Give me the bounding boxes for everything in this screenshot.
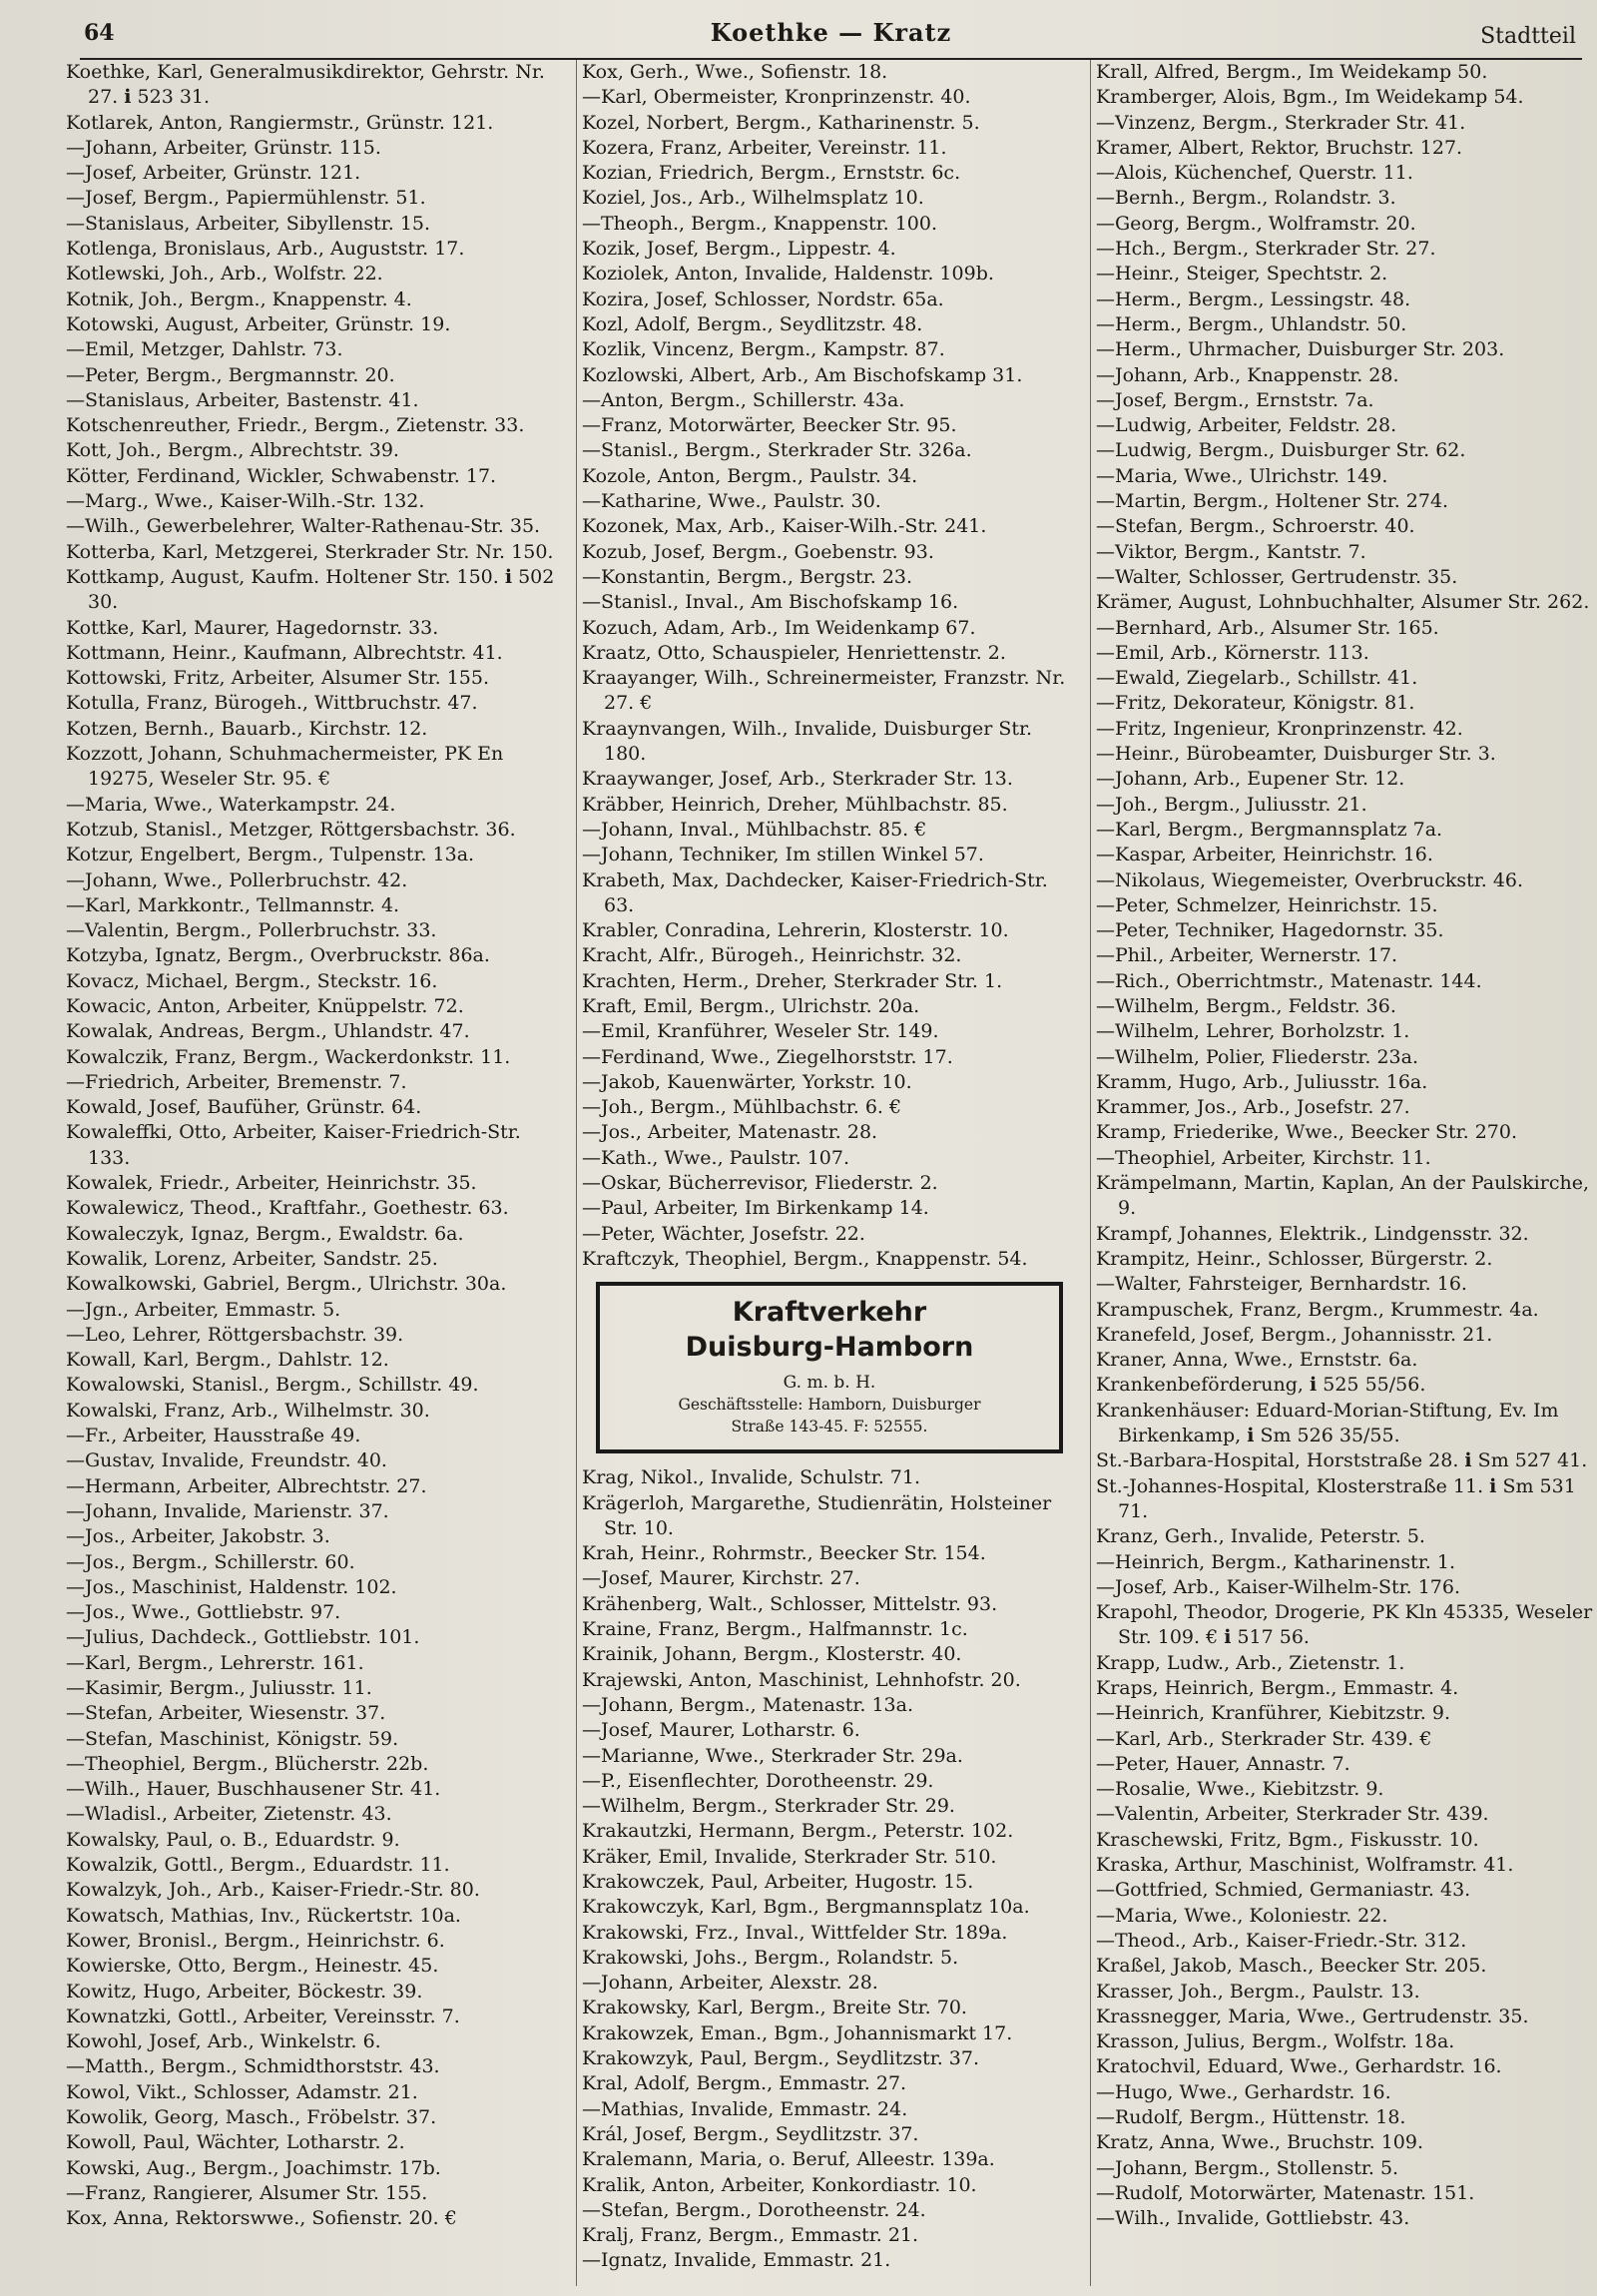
directory-entry: Krägerloh, Margarethe, Studienrätin, Holsteiner Str. 10. bbox=[582, 1491, 1052, 1539]
directory-entry: —Stanisl., Bergm., Sterkrader Str. 326a. bbox=[582, 439, 972, 462]
directory-entry: Kowatsch, Mathias, Inv., Rückertstr. 10a. bbox=[66, 1904, 461, 1927]
ad-legal-form: G. m. b. H. bbox=[783, 1373, 876, 1394]
directory-entry: Krall, Alfred, Bergm., Im Weidekamp 50. bbox=[1096, 61, 1488, 83]
directory-entry: —Marianne, Wwe., Sterkrader Str. 29a. bbox=[582, 1744, 963, 1767]
directory-entry: —Rosalie, Wwe., Kiebitzstr. 9. bbox=[1096, 1778, 1384, 1801]
directory-entry: Kovacz, Michael, Bergm., Steckstr. 16. bbox=[66, 969, 438, 992]
directory-entry: Kralj, Franz, Bergm., Emmastr. 21. bbox=[582, 2224, 919, 2247]
directory-entry: —Alois, Küchenchef, Querstr. 11. bbox=[1096, 162, 1413, 185]
directory-entry: —Stefan, Bergm., Schroerstr. 40. bbox=[1096, 515, 1415, 538]
directory-entry: —Jos., Arbeiter, Matenastr. 28. bbox=[582, 1121, 878, 1144]
directory-entry: Kowalak, Andreas, Bergm., Uhlandstr. 47. bbox=[66, 1020, 470, 1043]
directory-entry: Kraftczyk, Theophiel, Bergm., Knappenstr. 54. bbox=[582, 1247, 1028, 1270]
directory-entry: Kowierske, Otto, Bergm., Heinestr. 45. bbox=[66, 1955, 439, 1978]
directory-entry: Kottowski, Fritz, Arbeiter, Alsumer Str. 155. bbox=[66, 667, 490, 690]
directory-entry: —Wilh., Gewerbelehrer, Walter-Rathenau-Str. 35. bbox=[66, 515, 541, 538]
directory-entry: —Johann, Wwe., Pollerbruchstr. 42. bbox=[66, 868, 408, 891]
directory-entry: Krapohl, Theodor, Drogerie, PK Kln 45335, Weseler Str. 109. € ℹ 517 56. bbox=[1096, 1601, 1593, 1649]
directory-entry: Kox, Anna, Rektorswwe., Sofienstr. 20. € bbox=[66, 2207, 457, 2230]
directory-entry: Kral, Adolf, Bergm., Emmastr. 27. bbox=[582, 2072, 907, 2095]
directory-entry: Kötter, Ferdinand, Wickler, Schwabenstr. 17. bbox=[66, 464, 497, 487]
directory-entry: Král, Josef, Bergm., Seydlitzstr. 37. bbox=[582, 2122, 919, 2145]
directory-entry: Krasson, Julius, Bergm., Wolfstr. 18a. bbox=[1096, 2030, 1455, 2053]
directory-entry: Kowalski, Franz, Arb., Wilhelmstr. 30. bbox=[66, 1399, 430, 1422]
directory-entry: —Paul, Arbeiter, Im Birkenkamp 14. bbox=[582, 1197, 929, 1220]
directory-entry: Kraßel, Jakob, Masch., Beecker Str. 205. bbox=[1096, 1955, 1487, 1978]
directory-entry: —Jos., Maschinist, Haldenstr. 102. bbox=[66, 1575, 397, 1598]
directory-entry: Kotlarek, Anton, Rangiermstr., Grünstr. 121. bbox=[66, 111, 494, 134]
column-2-lower bbox=[582, 1465, 1071, 2274]
page-header bbox=[80, 14, 1582, 60]
directory-entry: —Katharine, Wwe., Paulstr. 30. bbox=[582, 490, 881, 513]
directory-entry: Kraps, Heinrich, Bergm., Emmastr. 4. bbox=[1096, 1677, 1459, 1699]
directory-entry: —Stanisl., Inval., Am Bischofskamp 16. bbox=[582, 591, 959, 614]
directory-entry: —Stanislaus, Arbeiter, Sibyllenstr. 15. bbox=[66, 212, 431, 235]
directory-entry: —Stefan, Maschinist, Königstr. 59. bbox=[66, 1727, 399, 1750]
directory-entry: —Peter, Bergm., Bergmannstr. 20. bbox=[66, 363, 395, 386]
directory-entry: —Kath., Wwe., Paulstr. 107. bbox=[582, 1146, 850, 1169]
directory-entry: —Fritz, Dekorateur, Königstr. 81. bbox=[1096, 692, 1415, 715]
directory-entry: Kozik, Josef, Bergm., Lippestr. 4. bbox=[582, 238, 896, 261]
directory-entry: —Ferdinand, Wwe., Ziegelhorststr. 17. bbox=[582, 1045, 953, 1068]
directory-entry: Kottke, Karl, Maurer, Hagedornstr. 33. bbox=[66, 616, 439, 639]
directory-entry: Kotnik, Joh., Bergm., Knappenstr. 4. bbox=[66, 287, 412, 310]
directory-column-1 bbox=[66, 60, 555, 2232]
directory-entry: —Johann, Arb., Eupener Str. 12. bbox=[1096, 768, 1405, 791]
directory-entry: Koziolek, Anton, Invalide, Haldenstr. 109b. bbox=[582, 263, 994, 286]
directory-entry: —Johann, Arb., Knappenstr. 28. bbox=[1096, 363, 1399, 386]
directory-entry: —Fritz, Ingenieur, Kronprinzenstr. 42. bbox=[1096, 717, 1463, 740]
directory-entry: Krakowsky, Karl, Bergm., Breite Str. 70. bbox=[582, 1997, 967, 2019]
directory-entry: Kozlowski, Albert, Arb., Am Bischofskamp 31. bbox=[582, 363, 1023, 386]
directory-entry: Kowalkowski, Gabriel, Bergm., Ulrichstr. 30a. bbox=[66, 1273, 507, 1296]
directory-entry: Kraatz, Otto, Schauspieler, Henriettenstr. 2. bbox=[582, 641, 1006, 664]
directory-entry: —Ewald, Ziegelarb., Schillstr. 41. bbox=[1096, 667, 1418, 690]
directory-entry: Krähenberg, Walt., Schlosser, Mittelstr. 93. bbox=[582, 1592, 998, 1615]
directory-entry: —Johann, Inval., Mühlbachstr. 85. € bbox=[582, 818, 927, 841]
directory-entry: —Joh., Bergm., Juliusstr. 21. bbox=[1096, 793, 1367, 816]
directory-entry: Kozole, Anton, Bergm., Paulstr. 34. bbox=[582, 464, 918, 487]
directory-entry: Krag, Nikol., Invalide, Schulstr. 71. bbox=[582, 1466, 921, 1489]
directory-entry: Kotterba, Karl, Metzgerei, Sterkrader Str. Nr. 150. bbox=[66, 540, 554, 563]
directory-entry: Kraaywanger, Josef, Arb., Sterkrader Str. 13. bbox=[582, 768, 1013, 791]
directory-entry: —Jakob, Kauenwärter, Yorkstr. 10. bbox=[582, 1070, 912, 1093]
directory-entry: Krassnegger, Maria, Wwe., Gertrudenstr. 35. bbox=[1096, 2005, 1529, 2027]
directory-entry: Kotzyba, Ignatz, Bergm., Overbruckstr. 86a. bbox=[66, 944, 490, 967]
directory-entry: —Josef, Arb., Kaiser-Wilhelm-Str. 176. bbox=[1096, 1575, 1460, 1598]
directory-entry: Krämer, August, Lohnbuchhalter, Alsumer Str. 262. bbox=[1096, 591, 1590, 614]
directory-entry: Kotzen, Bernh., Bauarb., Kirchstr. 12. bbox=[66, 717, 428, 740]
directory-entry: Kower, Bronisl., Bergm., Heinrichstr. 6. bbox=[66, 1929, 445, 1952]
directory-entry: Kraine, Franz, Bergm., Halfmannstr. 1c. bbox=[582, 1618, 968, 1641]
directory-entry: Kranz, Gerh., Invalide, Peterstr. 5. bbox=[1096, 1525, 1425, 1548]
directory-entry: Koethke, Karl, Generalmusikdirektor, Gehrstr. Nr. 27. ℹ 523 31. bbox=[66, 61, 545, 109]
directory-entry: —Valentin, Bergm., Pollerbruchstr. 33. bbox=[66, 919, 437, 942]
directory-entry: —P., Eisenflechter, Dorotheenstr. 29. bbox=[582, 1769, 934, 1792]
directory-entry: Krakowczyk, Karl, Bgm., Bergmannsplatz 10a. bbox=[582, 1896, 1030, 1919]
directory-entry: —Wilhelm, Bergm., Sterkrader Str. 29. bbox=[582, 1795, 955, 1818]
directory-entry: Kott, Joh., Bergm., Albrechtstr. 39. bbox=[66, 439, 399, 462]
directory-entry: —Wladisl., Arbeiter, Zietenstr. 43. bbox=[66, 1803, 392, 1826]
section-label: Stadtteil bbox=[1480, 24, 1576, 49]
directory-entry: —Gottfried, Schmied, Germaniastr. 43. bbox=[1096, 1879, 1471, 1902]
directory-entry: Kraschewski, Fritz, Bgm., Fiskusstr. 10. bbox=[1096, 1828, 1479, 1851]
directory-entry: Krakowski, Johs., Bergm., Rolandstr. 5. bbox=[582, 1946, 959, 1969]
directory-entry: Krampitz, Heinr., Schlosser, Bürgerstr. 2. bbox=[1096, 1247, 1493, 1270]
directory-entry: Kowohl, Josef, Arb., Winkelstr. 6. bbox=[66, 2030, 381, 2053]
directory-entry: —Johann, Arbeiter, Grünstr. 115. bbox=[66, 136, 381, 159]
directory-entry: Kräbber, Heinrich, Dreher, Mühlbachstr. 85. bbox=[582, 793, 1008, 816]
column-2-upper bbox=[582, 60, 1071, 1272]
directory-entry: Kottkamp, August, Kaufm. Holtener Str. 150. ℹ 502 30. bbox=[66, 565, 555, 614]
ad-title: Kraftverkehr bbox=[732, 1297, 927, 1329]
ad-company: Duisburg-Hamborn bbox=[685, 1332, 974, 1364]
directory-entry: Kowald, Josef, Baufüher, Grünstr. 64. bbox=[66, 1096, 422, 1119]
directory-entry: Kralik, Anton, Arbeiter, Konkordiastr. 10. bbox=[582, 2173, 977, 2196]
directory-entry: —Ludwig, Arbeiter, Feldstr. 28. bbox=[1096, 414, 1397, 437]
directory-entry: Kozlik, Vincenz, Bergm., Kampstr. 87. bbox=[582, 338, 945, 361]
directory-entry: Kowall, Karl, Bergm., Dahlstr. 12. bbox=[66, 1349, 389, 1372]
directory-entry: Kralemann, Maria, o. Beruf, Alleestr. 139a. bbox=[582, 2148, 995, 2171]
directory-entry: —Heinrich, Bergm., Katharinenstr. 1. bbox=[1096, 1550, 1456, 1573]
directory-entry: St.-Johannes-Hospital, Klosterstraße 11. ℹ Sm 531 71. bbox=[1096, 1474, 1576, 1522]
directory-entry: Kowol, Vikt., Schlosser, Adamstr. 21. bbox=[66, 2080, 418, 2103]
directory-entry: —Karl, Bergm., Lehrerstr. 161. bbox=[66, 1651, 364, 1674]
directory-entry: —Maria, Wwe., Koloniestr. 22. bbox=[1096, 1904, 1388, 1927]
directory-entry: —Leo, Lehrer, Röttgersbachstr. 39. bbox=[66, 1323, 404, 1346]
directory-entry: Kratz, Anna, Wwe., Bruchstr. 109. bbox=[1096, 2131, 1424, 2154]
directory-entry: —Kaspar, Arbeiter, Heinrichstr. 16. bbox=[1096, 844, 1433, 866]
directory-entry: Kowacic, Anton, Arbeiter, Knüppelstr. 72. bbox=[66, 994, 464, 1017]
directory-entry: Kotschenreuther, Friedr., Bergm., Zietenstr. 33. bbox=[66, 414, 525, 437]
directory-entry: —Johann, Invalide, Marienstr. 37. bbox=[66, 1499, 389, 1522]
directory-column-2 bbox=[582, 60, 1071, 2274]
directory-entry: Kox, Gerh., Wwe., Sofienstr. 18. bbox=[582, 61, 888, 83]
directory-entry: Kozonek, Max, Arb., Kaiser-Wilh.-Str. 241. bbox=[582, 515, 987, 538]
directory-entry: —Marg., Wwe., Kaiser-Wilh.-Str. 132. bbox=[66, 490, 425, 513]
directory-entry: —Mathias, Invalide, Emmastr. 24. bbox=[582, 2097, 908, 2120]
directory-entry: Krachten, Herm., Dreher, Sterkrader Str. 1. bbox=[582, 969, 1003, 992]
directory-entry: —Valentin, Arbeiter, Sterkrader Str. 439. bbox=[1096, 1803, 1489, 1826]
directory-entry: Kotzur, Engelbert, Bergm., Tulpenstr. 13a. bbox=[66, 844, 475, 866]
directory-entry: Krankenhäuser: Eduard-Morian-Stiftung, Ev. Im Birkenkamp, ℹ Sm 526 35/55. bbox=[1096, 1399, 1559, 1447]
directory-entry: Kraayanger, Wilh., Schreinermeister, Franzstr. Nr. 27. € bbox=[582, 667, 1066, 715]
directory-entry: —Franz, Rangierer, Alsumer Str. 155. bbox=[66, 2181, 428, 2204]
directory-entry: —Jos., Arbeiter, Jakobstr. 3. bbox=[66, 1525, 330, 1548]
directory-entry: Kowaleczyk, Ignaz, Bergm., Ewaldstr. 6a. bbox=[66, 1222, 464, 1245]
directory-entry: —Jos., Bergm., Schillerstr. 60. bbox=[66, 1550, 355, 1573]
directory-entry: —Ludwig, Bergm., Duisburger Str. 62. bbox=[1096, 439, 1466, 462]
directory-entry: —Bernhard, Arb., Alsumer Str. 165. bbox=[1096, 616, 1439, 639]
directory-entry: —Wilhelm, Polier, Fliederstr. 23a. bbox=[1096, 1045, 1418, 1068]
directory-entry: —Johann, Bergm., Matenastr. 13a. bbox=[582, 1693, 913, 1716]
directory-entry: Krakowski, Frz., Inval., Wittfelder Str. 189a. bbox=[582, 1921, 1008, 1944]
directory-entry: —Phil., Arbeiter, Wernerstr. 17. bbox=[1096, 944, 1398, 967]
directory-entry: Kozl, Adolf, Bergm., Seydlitzstr. 48. bbox=[582, 312, 923, 335]
directory-entry: Krammer, Jos., Arb., Josefstr. 27. bbox=[1096, 1096, 1410, 1119]
directory-entry: —Johann, Techniker, Im stillen Winkel 57. bbox=[582, 844, 984, 866]
directory-entry: —Herm., Uhrmacher, Duisburger Str. 203. bbox=[1096, 338, 1505, 361]
directory-entry: —Wilhelm, Lehrer, Borholzstr. 1. bbox=[1096, 1020, 1410, 1043]
directory-entry: —Kasimir, Bergm., Juliusstr. 11. bbox=[66, 1677, 372, 1699]
directory-entry: Kowolik, Georg, Masch., Fröbelstr. 37. bbox=[66, 2106, 437, 2129]
directory-entry: Kratochvil, Eduard, Wwe., Gerhardstr. 16. bbox=[1096, 2055, 1502, 2078]
directory-entry: Kowalzik, Gottl., Bergm., Eduardstr. 11. bbox=[66, 1854, 450, 1877]
directory-entry: Krabeth, Max, Dachdecker, Kaiser-Friedrich-Str. 63. bbox=[582, 868, 1048, 916]
directory-entry: Kozzott, Johann, Schuhmachermeister, PK En 19275, Weseler Str. 95. € bbox=[66, 743, 504, 791]
directory-entry: Krainik, Johann, Bergm., Klosterstr. 40. bbox=[582, 1643, 962, 1666]
directory-entry: —Johann, Arbeiter, Alexstr. 28. bbox=[582, 1972, 878, 1995]
directory-entry: —Anton, Bergm., Schillerstr. 43a. bbox=[582, 388, 905, 411]
directory-entry: —Herm., Bergm., Lessingstr. 48. bbox=[1096, 287, 1411, 310]
directory-entry: Krajewski, Anton, Maschinist, Lehnhofstr. 20. bbox=[582, 1668, 1021, 1691]
directory-entry: Krankenbeförderung, ℹ 525 55/56. bbox=[1096, 1374, 1426, 1397]
directory-entry: Kowoll, Paul, Wächter, Lotharstr. 2. bbox=[66, 2131, 405, 2154]
directory-entry: Kowalowski, Stanisl., Bergm., Schillstr. 49. bbox=[66, 1374, 479, 1397]
directory-entry: —Fr., Arbeiter, Hausstraße 49. bbox=[66, 1425, 361, 1447]
directory-entry: —Bernh., Bergm., Rolandstr. 3. bbox=[1096, 187, 1396, 210]
directory-entry: —Konstantin, Bergm., Bergstr. 23. bbox=[582, 565, 913, 588]
directory-entry: —Josef, Bergm., Papiermühlenstr. 51. bbox=[66, 187, 426, 210]
directory-entry: Krabler, Conradina, Lehrerin, Klosterstr. 10. bbox=[582, 919, 1009, 942]
directory-entry: —Walter, Schlosser, Gertrudenstr. 35. bbox=[1096, 565, 1458, 588]
directory-entry: Kozira, Josef, Schlosser, Nordstr. 65a. bbox=[582, 287, 944, 310]
directory-entry: Kowalik, Lorenz, Arbeiter, Sandstr. 25. bbox=[66, 1247, 438, 1270]
directory-entry: —Emil, Arb., Körnerstr. 113. bbox=[1096, 641, 1369, 664]
directory-entry: —Rudolf, Motorwärter, Matenastr. 151. bbox=[1096, 2181, 1475, 2204]
directory-entry: —Heinrich, Kranführer, Kiebitzstr. 9. bbox=[1096, 1702, 1450, 1725]
directory-entry: Koziel, Jos., Arb., Wilhelmsplatz 10. bbox=[582, 187, 924, 210]
directory-entry: Kotlenga, Bronislaus, Arb., Auguststr. 17. bbox=[66, 238, 465, 261]
directory-entry: —Hugo, Wwe., Gerhardstr. 16. bbox=[1096, 2080, 1391, 2103]
directory-entry: —Theophiel, Arbeiter, Kirchstr. 11. bbox=[1096, 1146, 1431, 1169]
directory-entry: Kozera, Franz, Arbeiter, Vereinstr. 11. bbox=[582, 136, 947, 159]
directory-entry: Krakautzki, Hermann, Bergm., Peterstr. 102. bbox=[582, 1820, 1014, 1843]
column-divider bbox=[1090, 60, 1091, 2286]
kraftverkehr-advertisement bbox=[596, 1282, 1063, 1453]
directory-entry: —Jgn., Arbeiter, Emmastr. 5. bbox=[66, 1298, 341, 1321]
directory-entry: —Hch., Bergm., Sterkrader Str. 27. bbox=[1096, 238, 1436, 261]
directory-entry: —Hermann, Arbeiter, Albrechtstr. 27. bbox=[66, 1474, 427, 1497]
directory-entry: Kowalczik, Franz, Bergm., Wackerdonkstr. 11. bbox=[66, 1045, 511, 1068]
directory-entry: Kowalsky, Paul, o. B., Eduardstr. 9. bbox=[66, 1828, 400, 1851]
directory-entry: —Heinr., Steiger, Spechtstr. 2. bbox=[1096, 263, 1388, 286]
directory-entry: —Josef, Bergm., Ernststr. 7a. bbox=[1096, 388, 1374, 411]
directory-entry: —Julius, Dachdeck., Gottliebstr. 101. bbox=[66, 1626, 420, 1649]
directory-entry: —Karl, Arb., Sterkrader Str. 439. € bbox=[1096, 1727, 1432, 1750]
directory-entry: —Jos., Wwe., Gottliebstr. 97. bbox=[66, 1601, 341, 1624]
directory-entry: Kraaynvangen, Wilh., Invalide, Duisburger Str. 180. bbox=[582, 717, 1033, 766]
directory-entry: Krampuschek, Franz, Bergm., Krummestr. 4a. bbox=[1096, 1298, 1539, 1321]
directory-entry: —Peter, Wächter, Josefstr. 22. bbox=[582, 1222, 865, 1245]
directory-entry: Kracht, Alfr., Bürogeh., Heinrichstr. 32. bbox=[582, 944, 962, 967]
directory-entry: Kozian, Friedrich, Bergm., Ernststr. 6c. bbox=[582, 162, 961, 185]
directory-entry: St.-Barbara-Hospital, Horststraße 28. ℹ Sm 527 41. bbox=[1096, 1449, 1588, 1472]
directory-entry: —Franz, Motorwärter, Beecker Str. 95. bbox=[582, 414, 957, 437]
ad-address: Straße 143-45. F: 52555. bbox=[731, 1418, 928, 1436]
directory-entry: —Josef, Maurer, Lotharstr. 6. bbox=[582, 1719, 860, 1742]
directory-entry: —Josef, Arbeiter, Grünstr. 121. bbox=[66, 162, 361, 185]
ad-office: Geschäftsstelle: Hamborn, Duisburger bbox=[678, 1396, 981, 1415]
directory-entry: Krapp, Ludw., Arb., Zietenstr. 1. bbox=[1096, 1651, 1405, 1674]
directory-entry: —Theoph., Bergm., Knappenstr. 100. bbox=[582, 212, 938, 235]
directory-entry: Kowalek, Friedr., Arbeiter, Heinrichstr. 35. bbox=[66, 1172, 477, 1195]
column-divider bbox=[576, 60, 577, 2286]
directory-entry: Kotowski, August, Arbeiter, Grünstr. 19. bbox=[66, 312, 451, 335]
directory-entry: Kramp, Friederike, Wwe., Beecker Str. 270. bbox=[1096, 1121, 1518, 1144]
directory-entry: —Josef, Maurer, Kirchstr. 27. bbox=[582, 1567, 860, 1590]
directory-entry: Kozuch, Adam, Arb., Im Weidenkamp 67. bbox=[582, 616, 976, 639]
directory-entry: —Rudolf, Bergm., Hüttenstr. 18. bbox=[1096, 2106, 1406, 2129]
directory-entry: —Heinr., Bürobeamter, Duisburger Str. 3. bbox=[1096, 743, 1496, 766]
directory-entry: —Oskar, Bücherrevisor, Fliederstr. 2. bbox=[582, 1172, 938, 1195]
directory-entry: Kozel, Norbert, Bergm., Katharinenstr. 5. bbox=[582, 111, 980, 134]
running-title: Koethke — Kratz bbox=[710, 18, 952, 47]
directory-entry: Kowalzyk, Joh., Arb., Kaiser-Friedr.-Str. 80. bbox=[66, 1879, 480, 1902]
directory-entry: Kottmann, Heinr., Kaufmann, Albrechtstr. 41. bbox=[66, 641, 503, 664]
directory-entry: —Georg, Bergm., Wolframstr. 20. bbox=[1096, 212, 1416, 235]
directory-entry: —Martin, Bergm., Holtener Str. 274. bbox=[1096, 490, 1449, 513]
directory-entry: Kramer, Albert, Rektor, Bruchstr. 127. bbox=[1096, 136, 1463, 159]
directory-entry: —Wilh., Invalide, Gottliebstr. 43. bbox=[1096, 2207, 1410, 2230]
directory-entry: —Peter, Schmelzer, Heinrichstr. 15. bbox=[1096, 893, 1438, 916]
directory-entry: —Johann, Bergm., Stollenstr. 5. bbox=[1096, 2156, 1399, 2179]
directory-entry: Krampf, Johannes, Elektrik., Lindgensstr. 32. bbox=[1096, 1222, 1529, 1245]
directory-entry: —Rich., Oberrichtmstr., Matenastr. 144. bbox=[1096, 969, 1482, 992]
directory-entry: Kowaleffki, Otto, Arbeiter, Kaiser-Friedrich-Str. 133. bbox=[66, 1121, 521, 1169]
directory-entry: —Ignatz, Invalide, Emmastr. 21. bbox=[582, 2249, 891, 2272]
directory-entry: —Joh., Bergm., Mühlbachstr. 6. € bbox=[582, 1096, 902, 1119]
directory-entry: Krakowczek, Paul, Arbeiter, Hugostr. 15. bbox=[582, 1871, 974, 1893]
directory-entry: Kowalewicz, Theod., Kraftfahr., Goethestr. 63. bbox=[66, 1197, 509, 1220]
directory-entry: Kownatzki, Gottl., Arbeiter, Vereinsstr. 7. bbox=[66, 2005, 460, 2027]
directory-entry: —Vinzenz, Bergm., Sterkrader Str. 41. bbox=[1096, 111, 1466, 134]
directory-entry: —Karl, Bergm., Bergmannsplatz 7a. bbox=[1096, 818, 1443, 841]
directory-entry: —Stanislaus, Arbeiter, Bastenstr. 41. bbox=[66, 388, 419, 411]
directory-entry: —Stefan, Arbeiter, Wiesenstr. 37. bbox=[66, 1702, 386, 1725]
directory-entry: —Maria, Wwe., Waterkampstr. 24. bbox=[66, 793, 396, 816]
directory-entry: Kowski, Aug., Bergm., Joachimstr. 17b. bbox=[66, 2156, 441, 2179]
directory-entry: —Friedrich, Arbeiter, Bremenstr. 7. bbox=[66, 1070, 407, 1093]
directory-entry: —Karl, Markkontr., Tellmannstr. 4. bbox=[66, 893, 400, 916]
directory-entry: Kotlewski, Joh., Arb., Wolfstr. 22. bbox=[66, 263, 383, 286]
directory-entry: —Emil, Metzger, Dahlstr. 73. bbox=[66, 338, 343, 361]
directory-entry: Krasser, Joh., Bergm., Paulstr. 13. bbox=[1096, 1980, 1420, 2003]
directory-entry: —Theod., Arb., Kaiser-Friedr.-Str. 312. bbox=[1096, 1929, 1467, 1952]
directory-entry: —Karl, Obermeister, Kronprinzenstr. 40. bbox=[582, 86, 971, 109]
directory-entry: Kräker, Emil, Invalide, Sterkrader Str. 510. bbox=[582, 1845, 997, 1868]
directory-entry: Krakowzek, Eman., Bgm., Johannismarkt 17. bbox=[582, 2021, 1013, 2044]
directory-entry: —Emil, Kranführer, Weseler Str. 149. bbox=[582, 1020, 939, 1043]
directory-entry: Kowitz, Hugo, Arbeiter, Böckestr. 39. bbox=[66, 1980, 423, 2003]
directory-entry: Kotzub, Stanisl., Metzger, Röttgersbachstr. 36. bbox=[66, 818, 516, 841]
directory-entry: —Theophiel, Bergm., Blücherstr. 22b. bbox=[66, 1752, 429, 1775]
directory-entry: —Walter, Fahrsteiger, Bernhardstr. 16. bbox=[1096, 1273, 1467, 1296]
directory-entry: Kozub, Josef, Bergm., Goebenstr. 93. bbox=[582, 540, 934, 563]
page-number: 64 bbox=[84, 20, 115, 46]
directory-entry: —Gustav, Invalide, Freundstr. 40. bbox=[66, 1449, 387, 1472]
directory-entry: Kraska, Arthur, Maschinist, Wolframstr. 41. bbox=[1096, 1854, 1514, 1877]
directory-entry: —Viktor, Bergm., Kantstr. 7. bbox=[1096, 540, 1366, 563]
directory-entry: Kramm, Hugo, Arb., Juliusstr. 16a. bbox=[1096, 1070, 1428, 1093]
directory-entry: —Nikolaus, Wiegemeister, Overbruckstr. 46. bbox=[1096, 868, 1524, 891]
directory-entry: Kranefeld, Josef, Bergm., Johannisstr. 21. bbox=[1096, 1323, 1493, 1346]
directory-entry: —Matth., Bergm., Schmidthorststr. 43. bbox=[66, 2055, 440, 2078]
directory-entry: Krämpelmann, Martin, Kaplan, An der Paulskirche, 9. bbox=[1096, 1172, 1589, 1220]
directory-entry: Kraner, Anna, Wwe., Ernststr. 6a. bbox=[1096, 1349, 1418, 1372]
directory-entry: Krakowzyk, Paul, Bergm., Seydlitzstr. 37. bbox=[582, 2047, 980, 2070]
directory-column-3 bbox=[1096, 60, 1595, 2232]
directory-entry: —Wilh., Hauer, Buschhausener Str. 41. bbox=[66, 1778, 441, 1801]
directory-entry: Kotulla, Franz, Bürogeh., Wittbruchstr. 47. bbox=[66, 692, 478, 715]
directory-entry: —Herm., Bergm., Uhlandstr. 50. bbox=[1096, 312, 1407, 335]
directory-entry: —Stefan, Bergm., Dorotheenstr. 24. bbox=[582, 2198, 926, 2221]
directory-entry: —Maria, Wwe., Ulrichstr. 149. bbox=[1096, 464, 1388, 487]
directory-entry: —Peter, Techniker, Hagedornstr. 35. bbox=[1096, 919, 1444, 942]
directory-entry: Kramberger, Alois, Bgm., Im Weidekamp 54. bbox=[1096, 86, 1524, 109]
directory-entry: Krah, Heinr., Rohrmstr., Beecker Str. 154. bbox=[582, 1542, 986, 1565]
directory-entry: Kraft, Emil, Bergm., Ulrichstr. 20a. bbox=[582, 994, 920, 1017]
directory-entry: —Wilhelm, Bergm., Feldstr. 36. bbox=[1096, 994, 1396, 1017]
directory-entry: —Peter, Hauer, Annastr. 7. bbox=[1096, 1752, 1350, 1775]
